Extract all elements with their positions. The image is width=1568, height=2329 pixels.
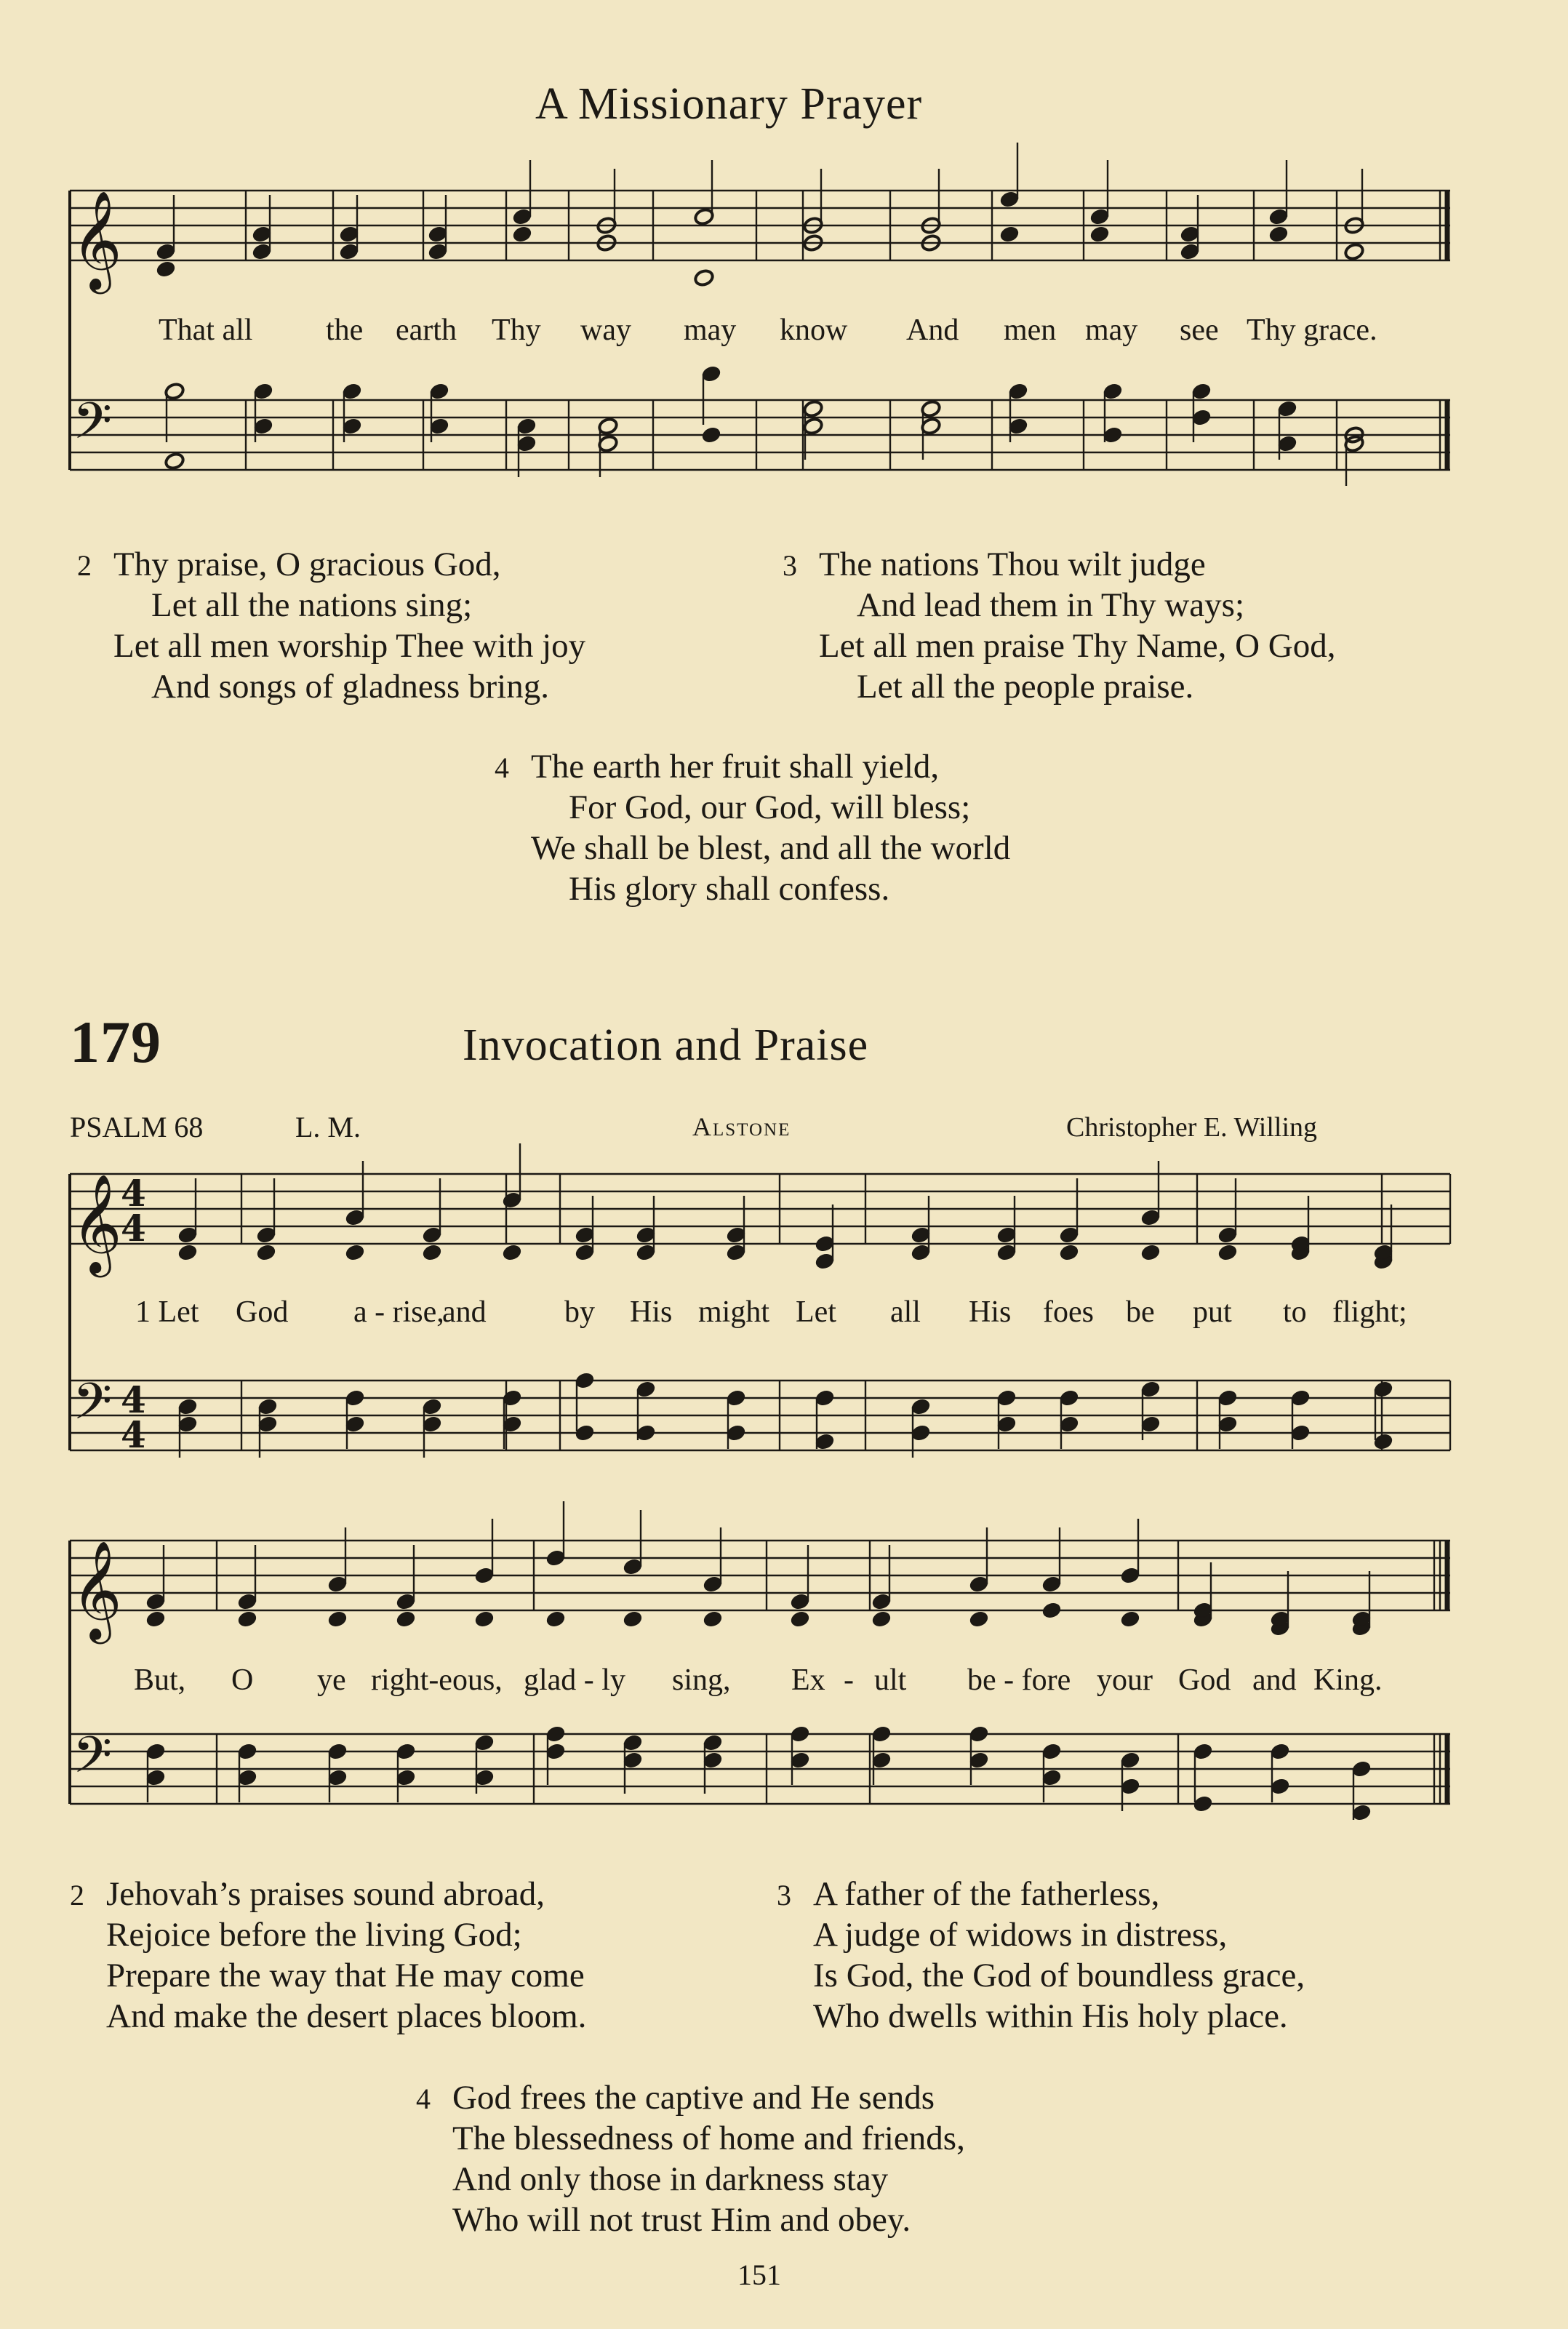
- lyric-word: God: [1178, 1663, 1231, 1697]
- treble-clef-icon: 𝄞: [71, 1173, 122, 1273]
- lyric-word: His: [630, 1295, 673, 1329]
- composer: Christopher E. Willing: [1066, 1112, 1318, 1143]
- verse-line: We shall be blest, and all the world: [531, 829, 1011, 867]
- verse-line: A father of the fatherless,: [813, 1875, 1160, 1913]
- verse-line: Who will not trust Him and obey.: [452, 2201, 911, 2239]
- lyric-word: may: [1085, 313, 1138, 347]
- hymn-title-missionary-prayer: A Missionary Prayer: [535, 79, 923, 129]
- bass-clef-icon: 𝄢: [73, 1372, 113, 1443]
- verse-line: And lead them in Thy ways;: [857, 586, 1245, 624]
- verse-line: Prepare the way that He may come: [106, 1957, 585, 1994]
- lyric-word: foes: [1043, 1295, 1094, 1329]
- note-head: [545, 1610, 567, 1629]
- lyric-word: -: [844, 1663, 854, 1697]
- lyric-word: know: [780, 313, 848, 347]
- verse-line: Let all men praise Thy Name, O God,: [819, 627, 1336, 665]
- verse-3-hymn-179: [777, 1874, 1305, 2037]
- verse-number: 3: [777, 1879, 791, 1911]
- verse-line: The blessedness of home and friends,: [452, 2120, 965, 2157]
- lyric-word: ult: [874, 1663, 907, 1697]
- lyric-word: right-eous,: [371, 1663, 503, 1697]
- psalm-reference: PSALM 68: [70, 1111, 204, 1143]
- verse-line: Is God, the God of boundless grace,: [813, 1957, 1305, 1994]
- lyric-word: by: [564, 1295, 595, 1329]
- lyric-word: to: [1283, 1295, 1307, 1329]
- lyric-word: way: [580, 313, 631, 347]
- lyric-word: Thy: [492, 313, 541, 347]
- lyric-word: But,: [134, 1663, 186, 1697]
- lyric-word: And: [906, 313, 959, 347]
- verse-number: 2: [77, 549, 92, 582]
- lyric-word: all: [890, 1295, 921, 1329]
- lyric-word: earth: [396, 313, 457, 347]
- lyric-word: and: [442, 1295, 487, 1329]
- verse-line: Jehovah’s praises sound abroad,: [106, 1875, 545, 1913]
- lyric-word: be: [1126, 1295, 1155, 1329]
- verse-line: And make the desert places bloom.: [106, 1997, 587, 2035]
- lyric-word: His: [969, 1295, 1012, 1329]
- lyric-word: and: [1252, 1663, 1297, 1697]
- bass-clef-icon: 𝄢: [73, 391, 113, 463]
- hymn-number: 179: [70, 1009, 161, 1075]
- treble-clef-icon: 𝄞: [71, 1539, 122, 1639]
- lyric-word: Thy grace.: [1247, 313, 1377, 347]
- time-signature: 4: [121, 1207, 146, 1250]
- verse-line: Thy praise, O gracious God,: [113, 546, 501, 583]
- verse-line: A judge of widows in distress,: [813, 1916, 1228, 1954]
- verse-4-hymn-179: [416, 2077, 965, 2240]
- time-signature: 4: [121, 1378, 146, 1421]
- verse-2-hymn-179: [70, 1874, 587, 2037]
- verse-line: God frees the captive and He sends: [452, 2079, 935, 2117]
- verse-line: For God, our God, will bless;: [569, 788, 971, 826]
- verse-line: The nations Thou wilt judge: [819, 546, 1206, 583]
- note-head: [623, 1610, 644, 1629]
- verse-line: Who dwells within His holy place.: [813, 1997, 1288, 2035]
- note-head: [871, 1610, 892, 1629]
- note-head: [790, 1610, 811, 1629]
- verse-line: The earth her fruit shall yield,: [531, 748, 940, 786]
- tune-name: Alstone: [692, 1112, 791, 1141]
- lyric-word: Let: [796, 1295, 836, 1329]
- lyric-word: That all: [159, 313, 253, 347]
- verse-number: 4: [416, 2082, 431, 2115]
- note-head: [1120, 1610, 1141, 1629]
- lyric-word: 1 Let: [135, 1295, 199, 1329]
- lyric-word: Ex: [791, 1663, 825, 1697]
- lyric-word: O: [231, 1663, 254, 1697]
- verse-number: 3: [783, 549, 797, 582]
- bass-clef-icon: 𝄢: [73, 1725, 113, 1797]
- time-signature: 4: [121, 1413, 146, 1456]
- lyric-word: put: [1193, 1295, 1232, 1329]
- note-head: [969, 1610, 990, 1629]
- lyric-word: your: [1097, 1663, 1153, 1697]
- lyric-word: flight;: [1332, 1295, 1407, 1329]
- verse-line: Let all men worship Thee with joy: [113, 627, 586, 665]
- note-head: [474, 1610, 495, 1629]
- note-head: [327, 1610, 348, 1629]
- lyric-word: the: [326, 313, 364, 347]
- lyric-word: ye: [317, 1663, 346, 1697]
- verse-line: And only those in darkness stay: [452, 2160, 889, 2198]
- page-number: 151: [737, 2258, 781, 2291]
- lyric-word: see: [1180, 313, 1219, 347]
- verse-line: And songs of gladness bring.: [151, 668, 549, 706]
- note-head: [396, 1610, 417, 1629]
- verse-line: Let all the nations sing;: [151, 586, 473, 624]
- note-head: [703, 1610, 724, 1629]
- verse-number: 2: [70, 1879, 84, 1911]
- lyric-word: might: [698, 1295, 770, 1329]
- time-signature: 4: [121, 1172, 146, 1215]
- verse-number: 4: [495, 751, 509, 784]
- verse-line: His glory shall confess.: [569, 870, 890, 908]
- lyric-word: men: [1004, 313, 1057, 347]
- note-head: [1041, 1601, 1063, 1620]
- verse-line: Let all the people praise.: [857, 668, 1194, 706]
- hymn-title: Invocation and Praise: [463, 1020, 869, 1070]
- treble-clef-icon: 𝄞: [71, 189, 122, 289]
- note-head: [237, 1610, 258, 1629]
- note-head: [145, 1610, 167, 1629]
- lyric-word: King.: [1313, 1663, 1383, 1697]
- lyric-word: may: [684, 313, 737, 347]
- lyric-word: glad - ly: [524, 1663, 625, 1697]
- lyric-word: a - rise,: [353, 1295, 444, 1329]
- verse-line: Rejoice before the living God;: [106, 1916, 522, 1954]
- lyric-word: be - fore: [967, 1663, 1071, 1697]
- meter: L. M.: [295, 1111, 361, 1143]
- lyric-word: God: [236, 1295, 289, 1329]
- lyric-word: sing,: [672, 1663, 731, 1697]
